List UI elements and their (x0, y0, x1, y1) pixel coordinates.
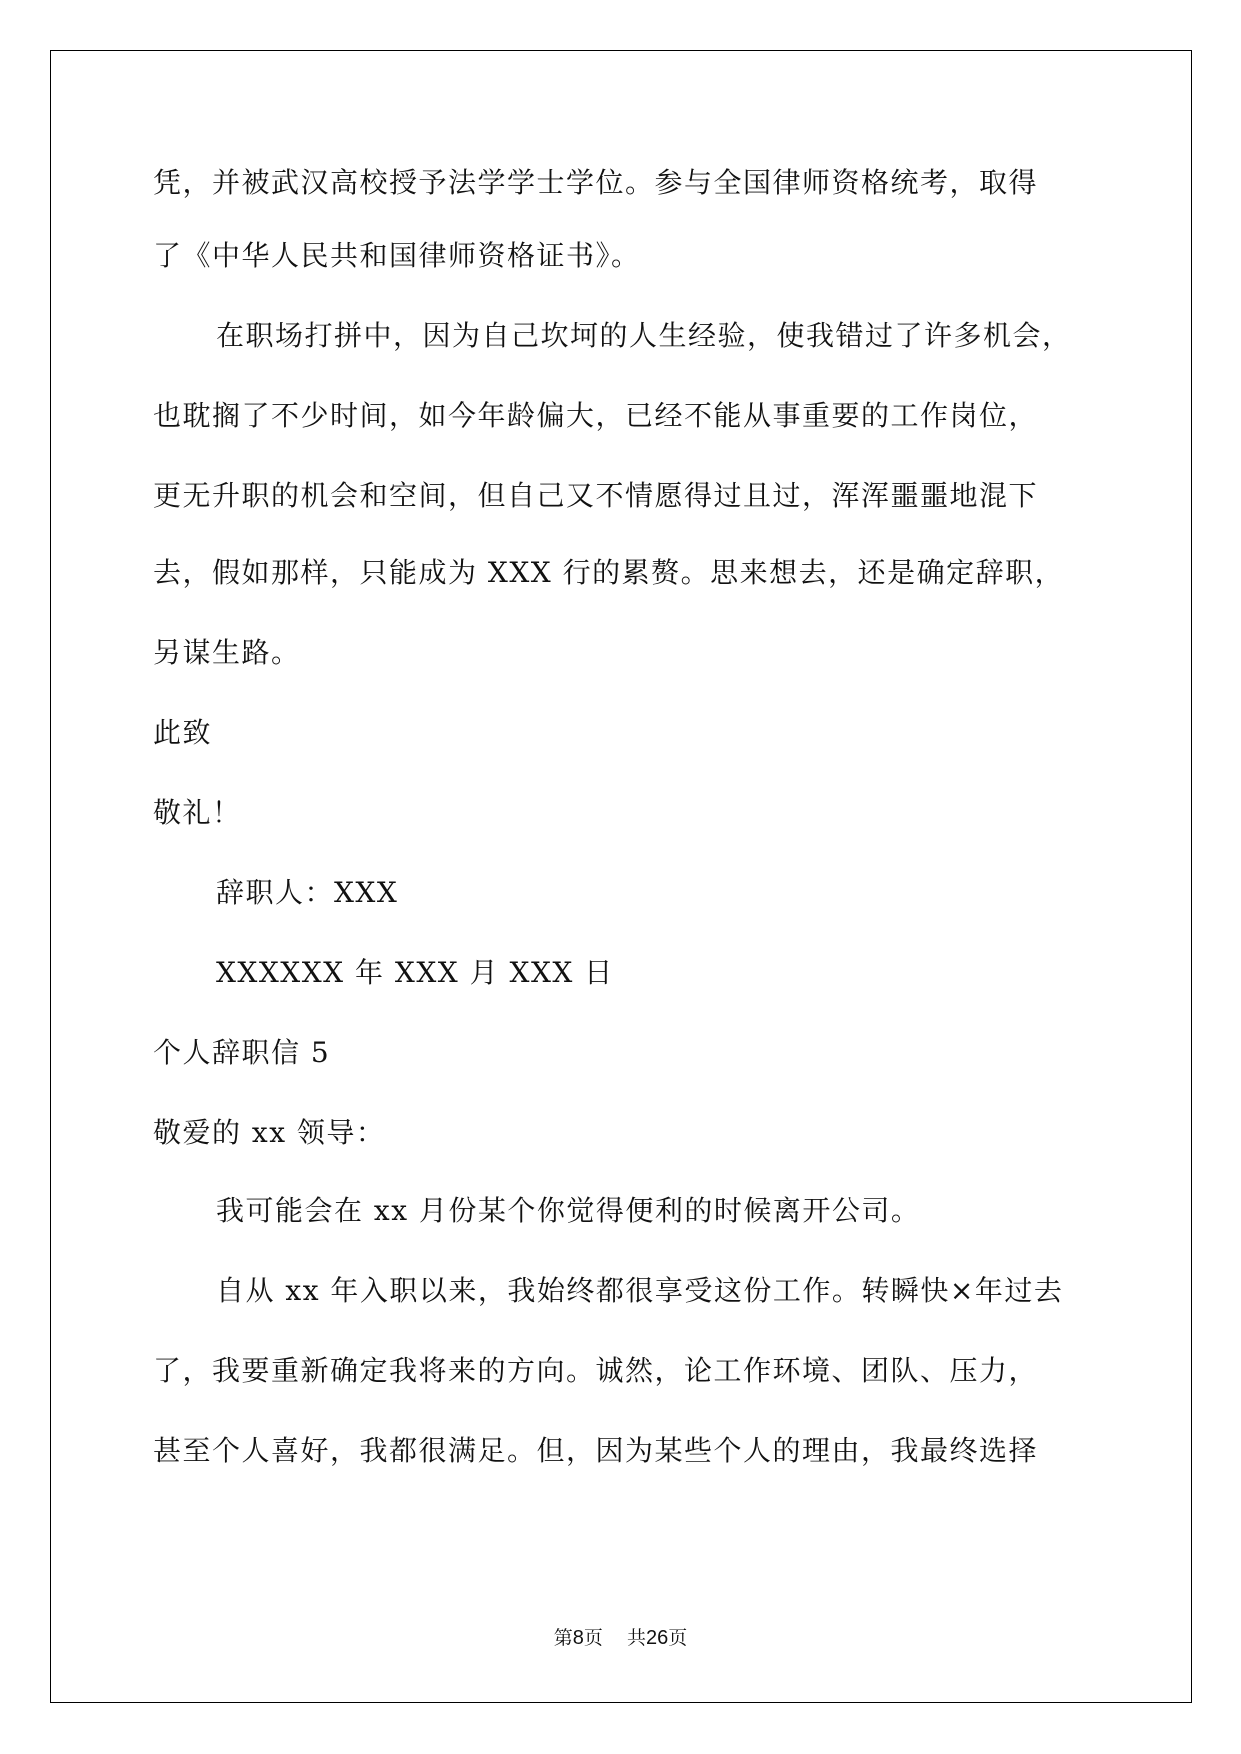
total-suffix: 页 (668, 1627, 688, 1649)
date-line: XXXXXX 年 XXX 月 XXX 日 (216, 956, 614, 989)
section-heading: 个人辞职信 5 (153, 1036, 331, 1069)
text-line-1: 凭，并被武汉高校授予法学学士学位。参与全国律师资格统考，取得 (153, 166, 1039, 199)
text-line-14: 我可能会在 xx 月份某个你觉得便利的时候离开公司。 (216, 1194, 921, 1227)
greeting-line: 敬爱的 xx 领导： (153, 1116, 386, 1149)
page-footer (0, 1625, 1241, 1651)
text-line-15: 自从 xx 年入职以来，我始终都很享受这份工作。转瞬快×年过去 (216, 1274, 1064, 1307)
text-line-17: 甚至个人喜好，我都很满足。但，因为某些个人的理由，我最终选择 (153, 1434, 1039, 1467)
total-pages: 26 (646, 1627, 669, 1649)
salutation-line: 此致 (153, 716, 213, 749)
text-line-5: 更无升职的机会和空间，但自己又不情愿得过且过，浑浑噩噩地混下 (153, 479, 1039, 512)
text-line-6: 去，假如那样，只能成为 XXX 行的累赘。思来想去，还是确定辞职， (153, 556, 1065, 589)
page-suffix: 页 (583, 1627, 603, 1649)
signature-line: 辞职人：XXX (216, 876, 399, 909)
text-line-7: 另谋生路。 (153, 636, 301, 669)
text-line-3: 在职场打拼中，因为自己坎坷的人生经验，使我错过了许多机会， (216, 319, 1072, 352)
text-line-2: 了《中华人民共和国律师资格证书》。 (153, 239, 641, 272)
regards-line: 敬礼！ (153, 796, 242, 829)
page-number: 8 (572, 1627, 584, 1649)
total-prefix: 共 (627, 1627, 647, 1649)
text-line-16: 了，我要重新确定我将来的方向。诚然，论工作环境、团队、压力， (153, 1354, 1039, 1387)
text-line-4: 也耽搁了不少时间，如今年龄偏大，已经不能从事重要的工作岗位， (153, 399, 1039, 432)
page-prefix: 第 (553, 1627, 573, 1649)
